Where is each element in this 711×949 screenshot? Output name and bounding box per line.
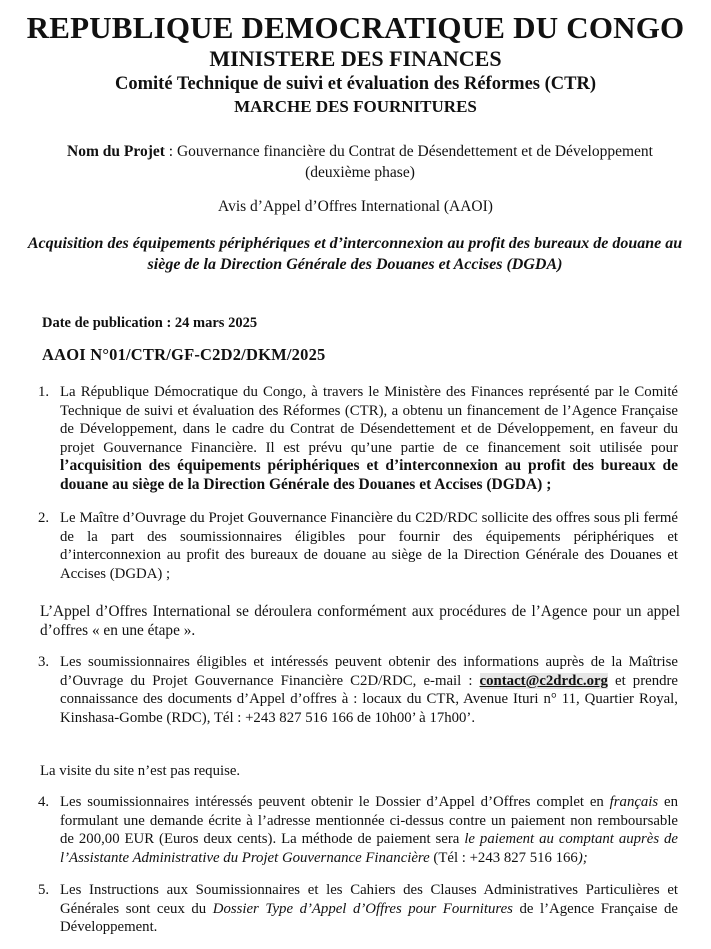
procedure-paragraph: L’Appel d’Offres International se déroulera conformément aux procédures de l’Agence pour un appel d’offres « en une étape ». bbox=[40, 603, 680, 639]
item-bold-text: l’acquisition des équipements périphériques et d’interconnexion au profit des bureaux de douane au siège de la Direction Générale des Douanes et Accises (DGDA) ; bbox=[60, 457, 678, 493]
publication-date: Date de publication : 24 mars 2025 bbox=[42, 315, 258, 331]
project-separator: : bbox=[164, 143, 177, 160]
market-heading: MARCHE DES FOURNITURES bbox=[234, 97, 477, 116]
contact-email-link[interactable]: contact@c2drdc.org bbox=[479, 672, 608, 689]
list-item bbox=[38, 653, 678, 727]
visit-paragraph: La visite du site n’est pas requise. bbox=[40, 763, 241, 779]
item-text: ); bbox=[577, 849, 588, 866]
item-number: 4. bbox=[38, 794, 50, 810]
item-text: de l’Agence Française de Développement. bbox=[60, 900, 678, 936]
item-text: et prendre connaissance des documents d’Appel d’offres à : locaux du CTR, Avenue Ituri n° 11, Quartier Royal, Kinshasa-Gombe (RDC), Tél : +243 827 516 166 de 10h00’ à 17h00’. bbox=[60, 672, 678, 726]
item-phone: Tél : +243 827 516 166 bbox=[438, 849, 578, 866]
list-item bbox=[38, 793, 678, 867]
tender-reference: AAOI N°01/CTR/GF-C2D2/DKM/2025 bbox=[42, 345, 326, 364]
project-label: Nom du Projet bbox=[67, 143, 165, 160]
item-text: Les Instructions aux Soumissionnaires et les Cahiers des Clauses Administratives Particulières et Générales sont ceux du bbox=[60, 882, 678, 917]
project-line bbox=[40, 141, 680, 183]
tender-object: Acquisition des équipements périphériques et d’interconnexion au profit des bureaux de douane au siège de la Direction Générale des Douanes et Accises (DGDA) bbox=[27, 235, 683, 273]
project-name: Gouvernance financière du Contrat de Désendettement et de Développement (deuxième phase) bbox=[176, 143, 653, 181]
list-item bbox=[38, 509, 678, 583]
item-text: ( bbox=[429, 849, 439, 866]
list-item bbox=[38, 383, 678, 495]
item-text: Le Maître d’Ouvrage du Projet Gouvernance Financière du C2D/RDC sollicite des offres sous pli fermé de la part des soumissionnaires éligibles pour fournir des équipements périphériques et d’interconnexion au profit des bureaux de douane au siège de la Direction Générale des Douanes et Accises (DGDA) ; bbox=[60, 510, 678, 582]
item-number: 3. bbox=[38, 654, 50, 670]
item-text: La République Démocratique du Congo, à travers le Ministère des Finances représenté par le Comité Technique de suivi et évaluation des Réformes (CTR), a obtenu un financement de l’Agence Française de Développement, dans le cadre du Contrat de Désendettement et de Développement, en faveur du projet Gouvernance Financière. Il est prévu qu’une partie de ce financement soit utilisée pour bbox=[60, 384, 678, 456]
notice-type: Avis d’Appel d’Offres International (AAOI) bbox=[218, 198, 493, 215]
country-heading: REPUBLIQUE DEMOCRATIQUE DU CONGO bbox=[26, 10, 685, 45]
item-text: en formulant une demande écrite à l’adresse mentionnée ci-dessus contre un paiement non remboursable de 200,00 EUR (Euros deux cents). La méthode de paiement sera bbox=[60, 794, 678, 848]
dossier-type: Dossier Type d’Appel d’Offres pour Fournitures bbox=[212, 900, 513, 917]
item-number: 1. bbox=[38, 384, 50, 400]
list-item bbox=[38, 881, 678, 937]
ministry-heading: MINISTERE DES FINANCES bbox=[209, 46, 502, 71]
item-text: Les soumissionnaires intéressés peuvent obtenir le Dossier d’Appel d’Offres complet en bbox=[60, 794, 610, 810]
item-number: 2. bbox=[38, 510, 50, 526]
item-number: 5. bbox=[38, 882, 50, 898]
committee-heading: Comité Technique de suivi et évaluation des Réformes (CTR) bbox=[115, 74, 596, 94]
item-language: français bbox=[609, 794, 659, 810]
item-text: Les soumissionnaires éligibles et intéressés peuvent obtenir des informations auprès de la Maîtrise d’Ouvrage du Projet Gouvernance Financière C2D/RDC, e-mail : bbox=[60, 654, 678, 689]
payment-method: le paiement au comptant auprès de l’Assistante Administrative du Projet Gouvernance Financière bbox=[60, 831, 678, 866]
